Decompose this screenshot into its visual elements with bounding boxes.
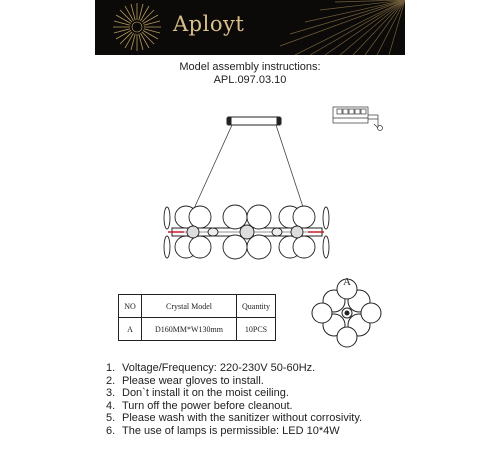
note-item [106, 387, 362, 400]
ceiling-plate [227, 117, 281, 125]
part-a-crystal [312, 279, 381, 347]
note-item [106, 400, 362, 413]
note-text: Please wear gloves to install. [122, 374, 264, 387]
table-header-row [119, 295, 276, 318]
part-a-label: A [343, 276, 351, 288]
title-line: Model assembly instructions: [179, 61, 321, 73]
cell-qty: 10PCS [237, 318, 276, 341]
model-number: APL.097.03.10 [213, 74, 287, 86]
note-text: Voltage/Frequency: 220-230V 50-60Hz. [122, 362, 316, 374]
header-quantity: Quantity [237, 295, 276, 318]
parts-table [118, 294, 276, 341]
note-item [106, 425, 362, 438]
cell-no: A [119, 318, 142, 341]
note-text: The use of lamps is permissible: LED 10*4W [122, 424, 340, 437]
cell-model: D160MM*W130mm [142, 318, 237, 341]
instruction-notes [106, 362, 362, 437]
note-number: 1. [106, 362, 116, 374]
note-number: 3. [106, 387, 116, 399]
table-row [119, 318, 276, 341]
brand-name: Aployt [173, 12, 245, 36]
note-text: Please wash with the sanitizer without corrosivity. [122, 412, 363, 424]
note-number: 2. [106, 374, 116, 387]
note-number: 5. [106, 412, 116, 424]
note-item [106, 375, 362, 388]
note-item [106, 362, 362, 375]
note-number: 6. [106, 424, 116, 437]
note-text: Turn off the power before cleanout. [122, 399, 293, 412]
suspension-cables [192, 125, 305, 213]
note-item [106, 412, 362, 425]
wiring-diagram [333, 107, 383, 131]
note-number: 4. [106, 399, 116, 412]
header-crystal-model: Crystal Model [142, 295, 237, 318]
header-no: NO [119, 295, 142, 318]
note-text: Don`t install it on the moist ceiling. [122, 387, 289, 399]
